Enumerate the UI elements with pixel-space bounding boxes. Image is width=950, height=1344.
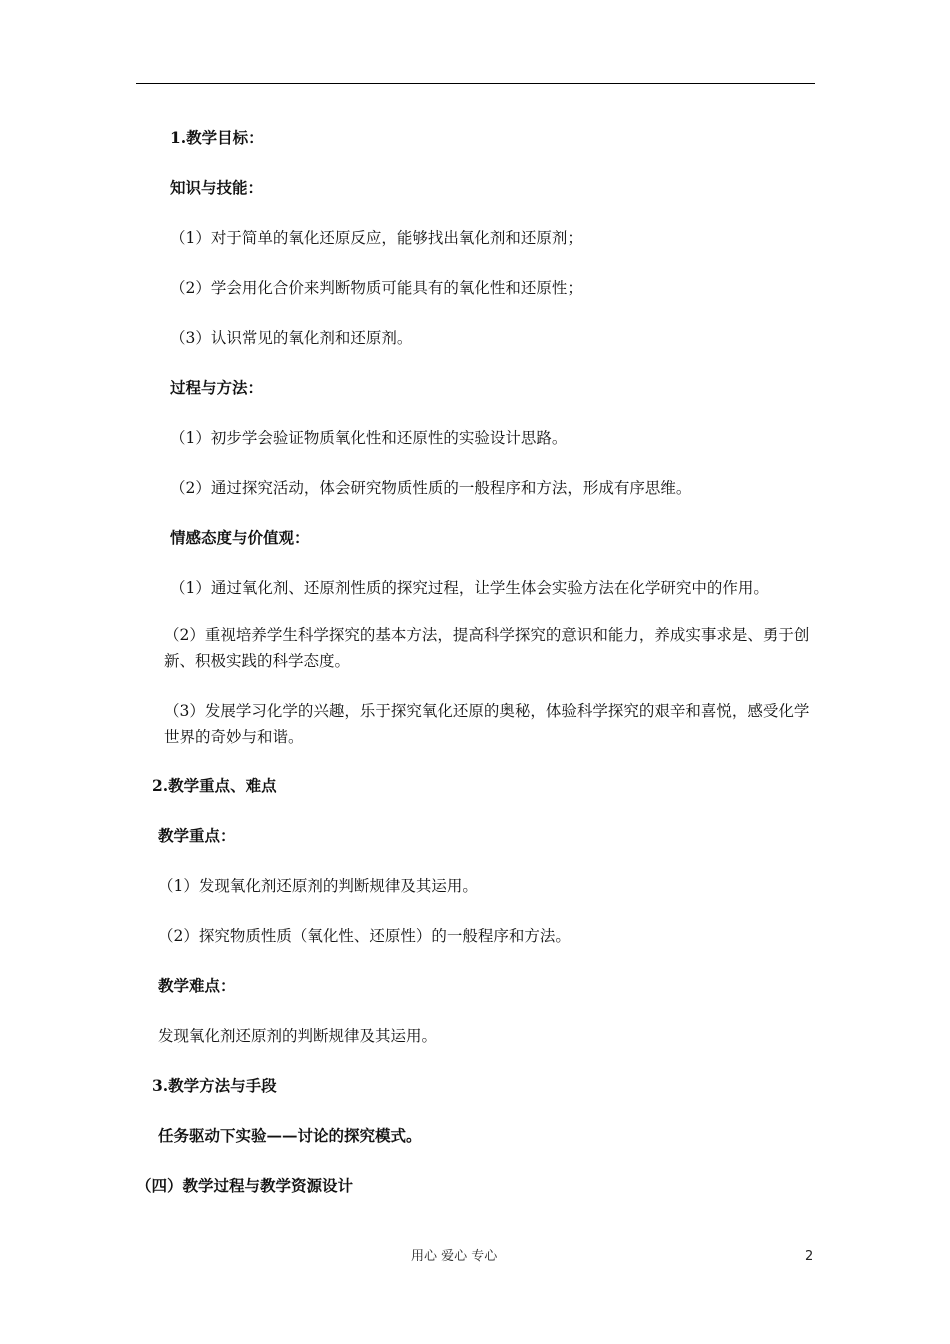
header-rule — [136, 83, 815, 84]
process-item: （2）通过探究活动，体会研究物质性质的一般程序和方法，形成有序思维。 — [170, 479, 692, 497]
methods-text: 任务驱动下实验——讨论的探究模式。 — [158, 1126, 422, 1145]
focus-item: （2）探究物质性质（氧化性、还原性）的一般程序和方法。 — [158, 927, 571, 945]
focus-heading: 教学重点： — [158, 826, 236, 845]
knowledge-item: （1）对于简单的氧化还原反应，能够找出氧化剂和还原剂； — [170, 229, 583, 247]
footer-motto: 用心 爱心 专心 — [411, 1249, 498, 1264]
difficulty-heading: 教学难点： — [158, 976, 236, 995]
attitude-item: （2）重视培养学生科学探究的基本方法，提高科学探究的意识和能力，养成实事求是、勇于创新、积极实践的科学态度。 — [164, 626, 810, 670]
attitude-heading: 情感态度与价值观： — [170, 528, 310, 547]
difficulty-text: 发现氧化剂还原剂的判断规律及其运用。 — [158, 1027, 438, 1045]
section4-heading: （四）教学过程与教学资源设计 — [136, 1176, 354, 1195]
process-heading: 过程与方法： — [170, 378, 264, 397]
process-item: （1）初步学会验证物质氧化性和还原性的实验设计思路。 — [170, 429, 568, 447]
knowledge-heading: 知识与技能： — [170, 178, 264, 197]
keypoints-heading: 2.教学重点、难点 — [152, 776, 277, 795]
page-number: 2 — [805, 1249, 814, 1264]
attitude-item: （1）通过氧化剂、还原剂性质的探究过程，让学生体会实验方法在化学研究中的作用。 — [170, 579, 769, 597]
focus-item: （1）发现氧化剂还原剂的判断规律及其运用。 — [158, 877, 478, 895]
attitude-item: （3）发展学习化学的兴趣，乐于探究氧化还原的奥秘，体验科学探究的艰辛和喜悦，感受化学世界的奇妙与和谐。 — [164, 702, 810, 746]
knowledge-item: （3）认识常见的氧化剂和还原剂。 — [170, 329, 413, 347]
goals-heading: 1.教学目标： — [170, 128, 264, 147]
knowledge-item: （2）学会用化合价来判断物质可能具有的氧化性和还原性； — [170, 279, 583, 297]
methods-heading: 3.教学方法与手段 — [152, 1076, 277, 1095]
